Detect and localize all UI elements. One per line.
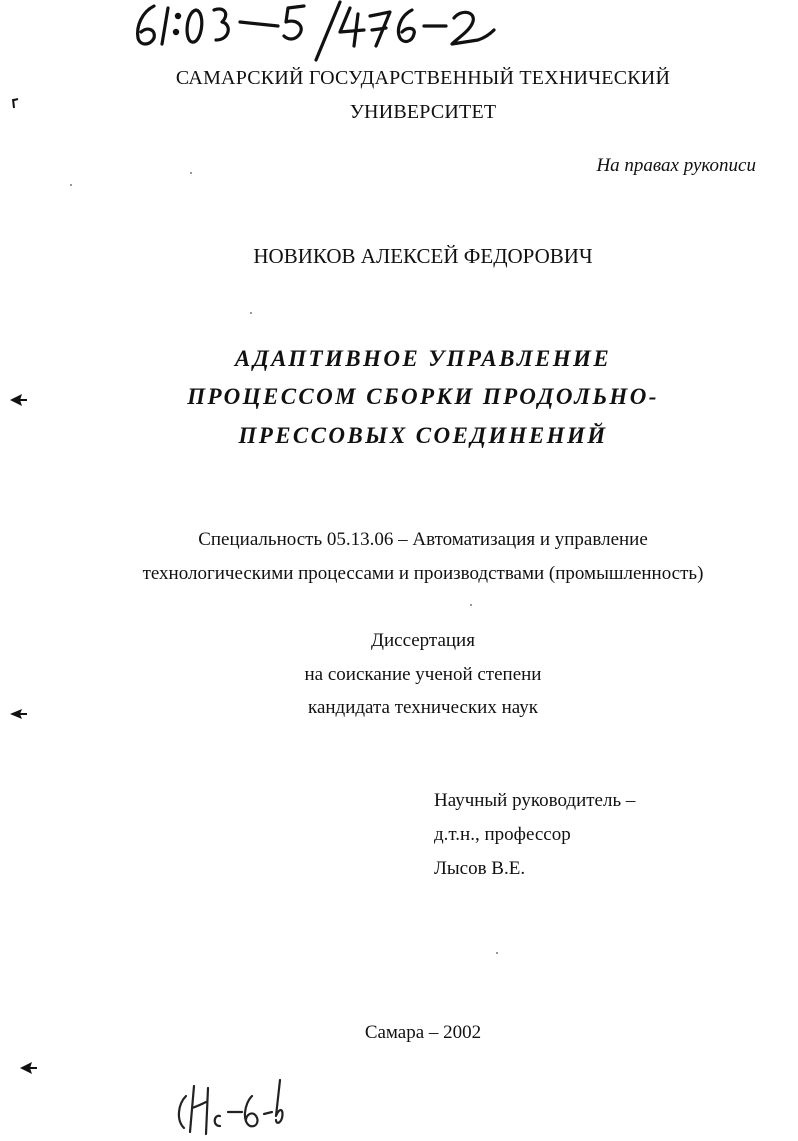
scan-speck: [496, 952, 498, 954]
thesis-title-line2: ПРОЦЕССОМ СБОРКИ ПРОДОЛЬНО-: [187, 384, 659, 409]
margin-mark-icon: [10, 96, 20, 108]
scan-speck: [70, 184, 72, 186]
advisor-line2: д.т.н., профессор: [434, 824, 571, 845]
handwritten-signature: [172, 1076, 288, 1136]
margin-arrow-icon: [8, 704, 28, 724]
margin-arrow-icon: [18, 1058, 38, 1078]
scan-speck: [250, 312, 252, 314]
advisor-line1: Научный руководитель –: [434, 790, 636, 811]
scan-speck: [470, 604, 472, 606]
city-year: Самара – 2002: [364, 1022, 482, 1043]
thesis-type-line2: на соискание ученой степени: [304, 664, 542, 685]
handwritten-archive-number: [128, 0, 508, 62]
thesis-title-line1: АДАПТИВНОЕ УПРАВЛЕНИЕ: [234, 346, 612, 371]
advisor-line3: Лысов В.Е.: [434, 858, 526, 879]
specialty-line2: технологическими процессами и производствами (промышленность): [142, 563, 704, 584]
university-name-line1: САМАРСКИЙ ГОСУДАРСТВЕННЫЙ ТЕХНИЧЕСКИЙ: [175, 67, 671, 89]
margin-arrow-icon: [8, 390, 28, 410]
thesis-type-line3: кандидата технических наук: [308, 697, 538, 718]
manuscript-rights-note: На правах рукописи: [596, 155, 756, 176]
specialty-line1: Специальность 05.13.06 – Автоматизация и управление: [198, 529, 648, 550]
author-name: НОВИКОВ АЛЕКСЕЙ ФЕДОРОВИЧ: [253, 244, 593, 268]
university-name-line2: УНИВЕРСИТЕТ: [349, 101, 497, 123]
thesis-title-line3: ПРЕССОВЫХ СОЕДИНЕНИЙ: [238, 423, 608, 448]
thesis-type-line1: Диссертация: [371, 630, 475, 651]
scan-speck: [190, 172, 192, 174]
